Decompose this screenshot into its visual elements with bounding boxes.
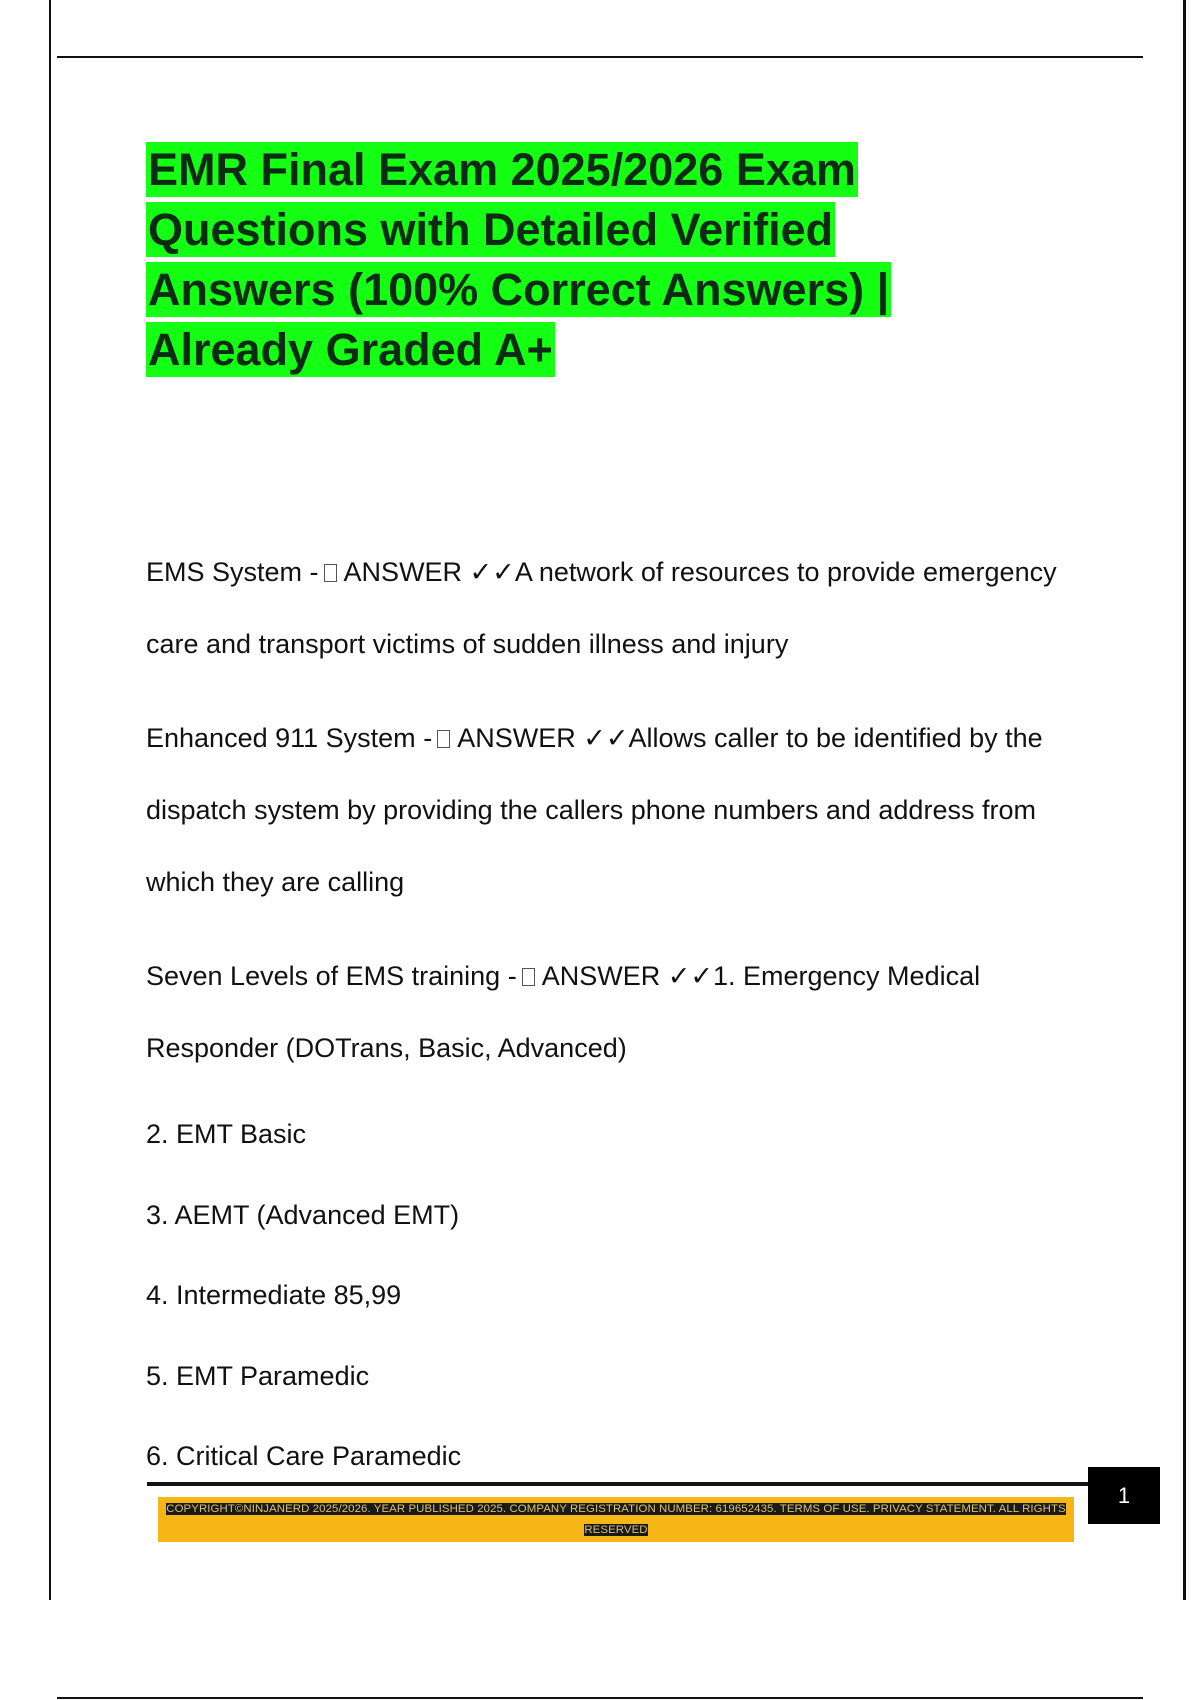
qa-separator: - — [507, 961, 517, 991]
page-border-right — [1183, 0, 1186, 1600]
missing-glyph-icon — [522, 968, 535, 986]
header-rule — [57, 56, 1143, 58]
missing-glyph-icon — [324, 564, 337, 582]
document-title — [146, 140, 1026, 380]
answer-label: ANSWER ✓✓ — [343, 557, 515, 587]
copyright-text: COPYRIGHT©NINJANERD 2025/2026. YEAR PUBLISHED 2025. COMPANY REGISTRATION NUMBER: 619652435. TERMS OF USE. PRIVACY STATEMENT. ALL RIGHTS RESERVED — [166, 1503, 1066, 1536]
qa-definition: A network of resources to provide emergency care and transport victims of sudden illness and injury — [146, 557, 1057, 659]
qa-definition: Allows caller to be identified by the dispatch system by providing the callers phone numbers and address from which they are calling — [146, 723, 1043, 897]
qa-item-enhanced-911 — [146, 702, 1106, 918]
qa-term: Enhanced 911 System — [146, 723, 416, 753]
list-item-paramedic: 5. EMT Paramedic — [146, 1360, 370, 1391]
next-page-rule — [57, 1697, 1143, 1699]
list-item-critical-care: 6. Critical Care Paramedic — [146, 1441, 462, 1472]
qa-separator: - — [423, 723, 433, 753]
qa-item-ems-system — [146, 536, 1106, 680]
missing-glyph-icon — [437, 730, 450, 748]
qa-definition: 1. Emergency Medical Responder (DOTrans, Basic, Advanced) — [146, 961, 981, 1063]
qa-term: Seven Levels of EMS training — [146, 961, 501, 991]
copyright-banner — [158, 1497, 1074, 1542]
document-body — [146, 536, 1106, 1509]
title-highlight: EMR Final Exam 2025/2026 Exam Questions with Detailed Verified Answers (100% Correct Answers) | Already Graded A+ — [148, 144, 890, 375]
qa-separator: - — [309, 557, 319, 587]
qa-term: EMS System — [146, 557, 303, 587]
footer-rule — [147, 1482, 1090, 1486]
list-item-emt-basic: 2. EMT Basic — [146, 1119, 307, 1149]
page-border-left — [49, 0, 51, 1600]
page-number-badge: 1 — [1088, 1467, 1160, 1524]
qa-item-seven-levels — [146, 940, 1106, 1084]
list-item-aemt: 3. AEMT (Advanced EMT) — [146, 1199, 460, 1230]
answer-label: ANSWER ✓✓ — [457, 723, 629, 753]
list-item-intermediate: 4. Intermediate 85,99 — [146, 1280, 402, 1311]
answer-label: ANSWER ✓✓ — [541, 961, 713, 991]
